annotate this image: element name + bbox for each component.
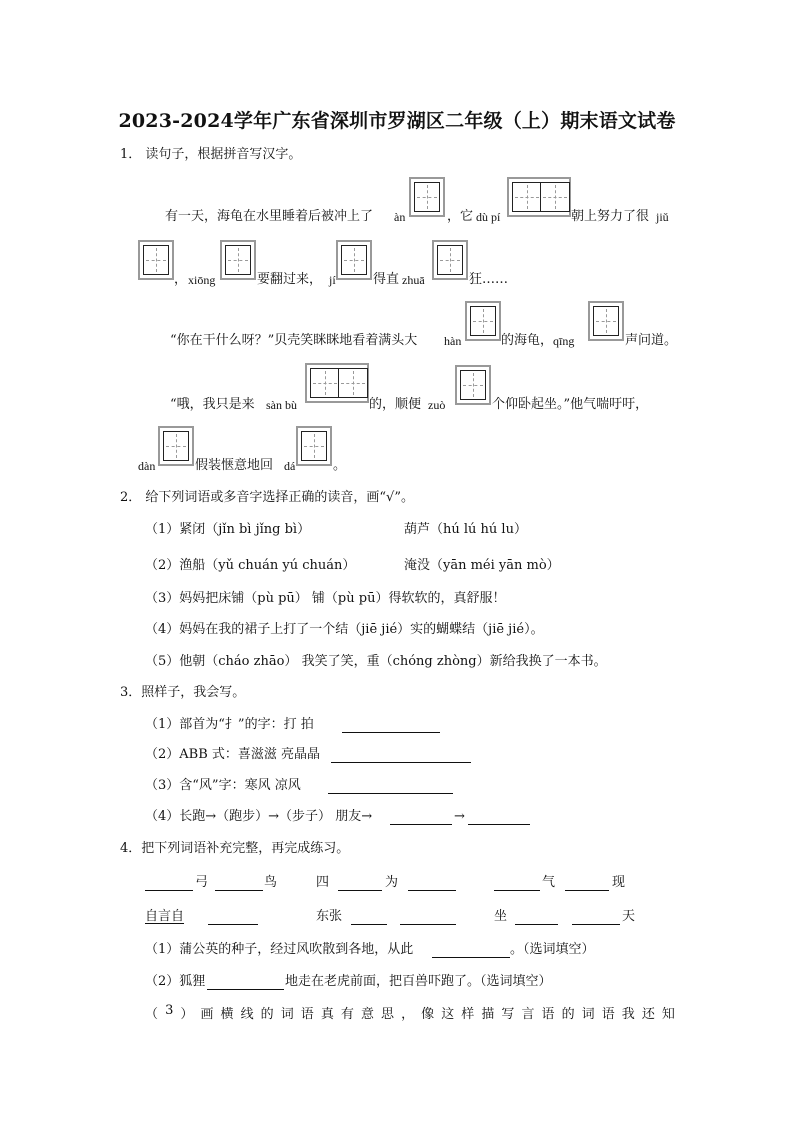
q1-text: ，它 xyxy=(447,209,474,224)
idiom-char: 鸟 xyxy=(264,875,278,890)
char: 写 xyxy=(501,1007,515,1022)
char-box[interactable] xyxy=(409,177,445,217)
answer-blank[interactable] xyxy=(207,973,284,990)
q3-item: （4）长跑→（跑步）→（步子） 朋友→ xyxy=(145,809,373,824)
char: 意 xyxy=(360,1007,374,1022)
answer-blank[interactable] xyxy=(342,716,440,733)
char-box[interactable] xyxy=(336,240,372,280)
answer-blank[interactable] xyxy=(408,874,456,891)
char: ， xyxy=(401,1007,415,1022)
char-box[interactable] xyxy=(305,363,369,403)
pinyin-label: hàn xyxy=(444,334,462,348)
char-box[interactable] xyxy=(507,177,571,217)
char: ） xyxy=(180,1007,194,1022)
pinyin-label: sàn bù xyxy=(266,398,297,412)
char-box[interactable] xyxy=(455,365,491,405)
char-box[interactable] xyxy=(220,240,256,280)
q4-sentence-3 xyxy=(145,1003,675,1022)
char: 像 xyxy=(421,1007,435,1022)
q4-sentence: （2）狐狸 xyxy=(145,974,206,989)
q3-heading: 3．照样子，我会写。 xyxy=(120,685,246,700)
char: 样 xyxy=(461,1007,475,1022)
char: 词 xyxy=(581,1007,595,1022)
answer-blank[interactable] xyxy=(145,874,193,891)
pinyin-label: jiǔ xyxy=(656,210,669,224)
answer-blank[interactable] xyxy=(331,746,471,763)
answer-blank[interactable] xyxy=(328,777,453,794)
q1-heading: 1． 读句子，根据拼音写汉字。 xyxy=(120,147,302,162)
q4-sentence: 。（选词填空） xyxy=(510,942,595,957)
q3-item: （1）部首为“扌”的字：打 拍 xyxy=(145,717,314,732)
char: 真 xyxy=(320,1007,334,1022)
char: 还 xyxy=(641,1007,655,1022)
q4-sentence: 地走在老虎前面，把百兽吓跑了。（选词填空） xyxy=(285,974,552,989)
answer-blank[interactable] xyxy=(351,908,387,925)
pinyin-label: dàn xyxy=(138,459,156,473)
q3-item: （2）ABB 式：喜滋滋 亮晶晶 xyxy=(145,747,321,762)
answer-blank[interactable] xyxy=(468,808,530,825)
char-box[interactable] xyxy=(138,240,174,280)
q4-heading: 4．把下列词语补充完整，再完成练习。 xyxy=(120,841,350,856)
char-box[interactable] xyxy=(432,240,468,280)
char: 语 xyxy=(300,1007,314,1022)
answer-blank[interactable] xyxy=(565,874,609,891)
q1-text: 声问道。 xyxy=(625,333,678,348)
char: （ xyxy=(145,1007,159,1022)
q1-text: 要翻过来， xyxy=(257,272,323,287)
idiom-char: 现 xyxy=(612,875,626,890)
char: 横 xyxy=(220,1007,234,1022)
q2-item: 葫芦（hú lú hú lu） xyxy=(404,522,527,537)
pinyin-label: àn xyxy=(394,210,406,224)
char: 的 xyxy=(561,1007,575,1022)
idiom-char: 东张 xyxy=(316,909,343,924)
char: 画 xyxy=(200,1007,214,1022)
char: 思 xyxy=(381,1007,395,1022)
answer-blank[interactable] xyxy=(215,874,263,891)
q1-text: 有一天，海龟在水里睡着后被冲上了 xyxy=(165,209,374,224)
pinyin-label: xiōng xyxy=(188,273,216,287)
idiom-char: 弓 xyxy=(195,875,209,890)
q2-item: （5）他朝（cháo zhāo） 我笑了笑，重（chóng zhòng）新给我换了一本书。 xyxy=(145,654,607,669)
char-box[interactable] xyxy=(296,426,332,466)
char: 知 xyxy=(661,1007,675,1022)
q2-item: （2）渔船（yǔ chuán yú chuán） xyxy=(145,558,356,573)
answer-blank[interactable] xyxy=(390,808,452,825)
q1-text: 。 xyxy=(333,458,347,473)
char: 言 xyxy=(521,1007,535,1022)
idiom-char: 坐 xyxy=(494,909,508,924)
answer-blank[interactable] xyxy=(432,941,510,958)
q1-text: 假装惬意地回 xyxy=(195,458,274,473)
char: 有 xyxy=(340,1007,354,1022)
char: 的 xyxy=(260,1007,274,1022)
q1-text: “哦，我只是来 xyxy=(170,397,255,412)
q1-text: ， xyxy=(174,272,188,287)
char: 词 xyxy=(280,1007,294,1022)
arrow-text: → xyxy=(454,809,465,824)
pinyin-label: dá xyxy=(284,459,296,473)
q2-item: （4）妈妈在我的裙子上打了一个结（jiē jié）实的蝴蝶结（jiē jié）。 xyxy=(145,622,544,637)
q1-text: 得直 xyxy=(373,272,400,287)
char: 3 xyxy=(165,1003,174,1018)
q4-sentence: （1）蒲公英的种子，经过风吹散到各地，从此 xyxy=(145,942,414,957)
q2-heading: 2． 给下列词语或多音字选择正确的读音，画“√”。 xyxy=(120,490,414,505)
q3-item: （3）含“风”字：寒风 凉风 xyxy=(145,778,301,793)
q1-text: 狂…… xyxy=(469,272,509,287)
char: 描 xyxy=(481,1007,495,1022)
char: 这 xyxy=(441,1007,455,1022)
pinyin-label: qīng xyxy=(553,334,575,348)
q1-text: 的，顺便 xyxy=(369,397,422,412)
pinyin-label: zuò xyxy=(428,398,446,412)
char-box[interactable] xyxy=(158,426,194,466)
underlined-idiom: 自言自 xyxy=(145,909,185,924)
char: 我 xyxy=(621,1007,635,1022)
answer-blank[interactable] xyxy=(338,874,382,891)
answer-blank[interactable] xyxy=(515,908,558,925)
answer-blank[interactable] xyxy=(400,908,456,925)
char: 语 xyxy=(541,1007,555,1022)
pinyin-label: zhuā xyxy=(402,273,425,287)
answer-blank[interactable] xyxy=(572,908,620,925)
q2-item: （1）紧闭（jǐn bì jǐng bì） xyxy=(145,522,311,537)
q1-text: 朝上努力了很 xyxy=(571,209,650,224)
char: 语 xyxy=(601,1007,615,1022)
q1-text: 的海龟， xyxy=(501,333,554,348)
q1-text: 个仰卧起坐。”他气喘吁吁， xyxy=(492,397,649,412)
idiom-char: 四 xyxy=(316,875,330,890)
q1-text: “你在干什么呀？”贝壳笑眯眯地看着满头大 xyxy=(170,333,418,348)
q2-item: 淹没（yān méi yān mò） xyxy=(404,558,560,573)
char-box[interactable] xyxy=(588,301,624,341)
idiom-char: 为 xyxy=(385,875,399,890)
pinyin-label: jí xyxy=(329,273,336,287)
page-title: 2023-2024学年广东省深圳市罗湖区二年级（上）期末语文试卷 xyxy=(118,110,676,132)
q2-item: （3）妈妈把床铺（pù pū） 铺（pù pū）得软软的，真舒服！ xyxy=(145,591,506,606)
idiom-char: 天 xyxy=(622,909,636,924)
answer-blank[interactable] xyxy=(494,874,540,891)
char: 线 xyxy=(240,1007,254,1022)
pinyin-label: dù pí xyxy=(476,210,501,224)
char-box[interactable] xyxy=(465,301,501,341)
idiom-char: 气 xyxy=(542,875,556,890)
answer-blank[interactable] xyxy=(208,908,258,925)
